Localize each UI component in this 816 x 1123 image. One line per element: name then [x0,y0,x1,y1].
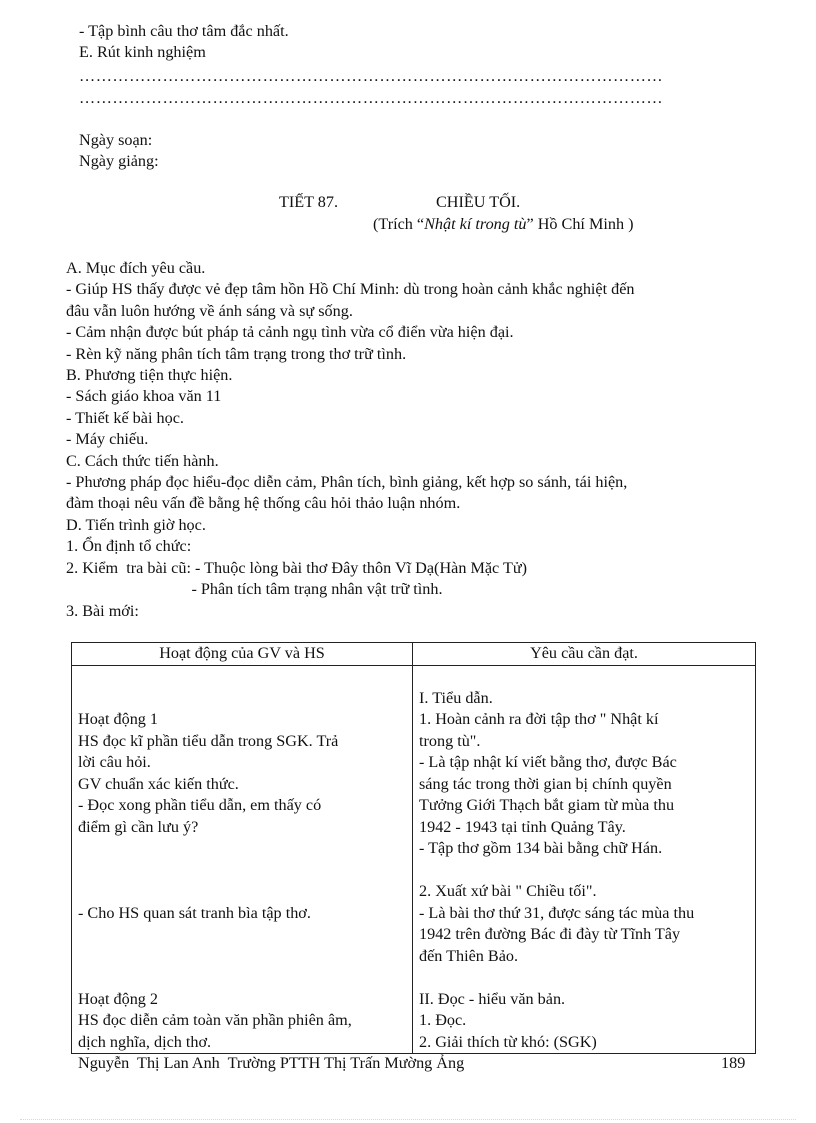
body-line: - Cảm nhận được bút pháp tả cảnh ngụ tình vừa cổ điển vừa hiện đại. [66,323,514,342]
table-cell-line [78,688,406,710]
activities-cell [72,666,413,1054]
table-cell-line: I. Tiểu dẫn. [419,688,493,707]
table-cell-line: 1. Hoàn cảnh ra đời tập thơ " Nhật kí [419,710,659,728]
table-cell-line [419,967,749,989]
table-cell-line: - Là bài thơ thứ 31, được sáng tác mùa thu [419,903,695,922]
table-cell-line [78,967,406,989]
table-cell-line: 1. Đọc. [419,1011,467,1029]
ngay-giang-label: Ngày giảng: [79,152,159,170]
table-cell-line [78,860,406,882]
table-cell-line: Hoạt động 2 [78,989,159,1008]
table-cell-line: Hoạt động 1 [78,710,159,728]
lesson-source [373,215,634,234]
body-line: 2. Kiểm tra bài cũ: - Thuộc lòng bài thơ Đây thôn Vĩ Dạ(Hàn Mặc Tử) [66,558,528,577]
lesson-plan-table [71,642,756,1054]
footer-author: Nguyễn Thị Lan Anh Trường PTTH Thị Trấn Mường Ảng [78,1054,465,1072]
table-cell-line: HS đọc diễn cảm toàn văn phần phiên âm, [78,1011,352,1029]
lesson-title: CHIỀU TỐI. [436,193,521,211]
body-line: - Giúp HS thấy được vẻ đẹp tâm hồn Hồ Chí Minh: dù trong hoàn cảnh khắc nghiệt đến [66,280,635,299]
table-cell-line: II. Đọc - hiểu văn bản. [419,989,566,1008]
page-bottom-border [20,1119,796,1120]
table-cell-line: trong tù". [419,731,481,750]
table-cell-line: - Tập thơ gồm 134 bài bằng chữ Hán. [419,839,663,857]
table-cell-line [419,666,749,688]
source-book-title: Nhật kí trong tù [424,215,527,233]
body-line: 3. Bài mới: [66,601,139,620]
table-row [72,666,756,1054]
lesson-number: TIẾT 87. [279,193,339,211]
table-cell-line [78,946,406,968]
body-line: - Rèn kỹ năng phân tích tâm trạng trong thơ trữ tình. [66,344,407,363]
body-line: C. Cách thức tiến hành. [66,451,219,470]
lesson-body [66,258,756,622]
table-cell-line: điểm gì cần lưu ý? [78,817,199,836]
header-requirements: Yêu cầu cần đạt. [413,643,756,666]
ngay-soan-label: Ngày soạn: [79,131,153,149]
dotted-line-1: …………………………………………………………………………………………… [79,67,664,85]
body-line: - Phương pháp đọc hiểu-đọc diễn cảm, Phân tích, bình giảng, kết hợp so sánh, tái hiện, [66,473,628,492]
heading-rut-kinh-nghiem: E. Rút kinh nghiệm [79,43,206,61]
table-cell-line: 1942 trên đường Bác đi đày từ Tĩnh Tây [419,925,681,943]
table-cell-line: - Cho HS quan sát tranh bìa tập thơ. [78,903,311,922]
body-line: đâu vẫn luôn hướng về ánh sáng và sự sống. [66,301,353,320]
header-activities: Hoạt động của GV và HS [72,643,413,666]
table-cell-line: 2. Giải thích từ khó: (SGK) [419,1032,597,1051]
table-cell-line: 1942 - 1943 tại tỉnh Quảng Tây. [419,817,626,836]
table-cell-line [78,838,406,860]
body-line: đàm thoại nêu vấn đề bằng hệ thống câu hỏi thảo luận nhóm. [66,494,461,513]
table-cell-line [78,881,406,903]
body-line: - Sách giáo khoa văn 11 [66,387,222,406]
body-line: - Máy chiếu. [66,430,149,449]
body-line: - Thiết kế bài học. [66,408,184,427]
table-cell-line: 2. Xuất xứ bài " Chiều tối". [419,882,597,900]
page-number: 189 [721,1054,746,1072]
body-line: - Phân tích tâm trạng nhân vật trữ tình. [66,580,443,599]
table-cell-line: Tưởng Giới Thạch bắt giam từ mùa thu [419,796,675,814]
table-cell-line: đến Thiên Bảo. [419,946,519,965]
table-cell-line: HS đọc kĩ phần tiểu dẫn trong SGK. Trả [78,731,339,750]
body-line: 1. Ổn định tổ chức: [66,537,192,556]
table-header-row [72,643,756,666]
table-cell-line: dịch nghĩa, dịch thơ. [78,1032,212,1051]
body-line: B. Phương tiện thực hiện. [66,366,233,385]
table-cell-line: GV chuẩn xác kiến thức. [78,774,239,793]
requirements-cell [413,666,756,1054]
source-prefix: (Trích “ [373,215,425,233]
source-suffix: ” Hồ Chí Minh ) [526,215,634,233]
table-cell-line [78,924,406,946]
table-cell-line [419,860,749,882]
table-cell-line: lời câu hỏi. [78,753,151,771]
body-line: A. Mục đích yêu cầu. [66,259,206,277]
table-cell-line: - Là tập nhật kí viết bằng thơ, được Bác [419,753,677,771]
table-cell-line: - Đọc xong phần tiểu dẫn, em thấy có [78,796,322,814]
body-line: D. Tiến trình giờ học. [66,515,206,534]
line-tap-binh: - Tập bình câu thơ tâm đắc nhất. [79,22,289,40]
dotted-line-2: …………………………………………………………………………………………… [79,89,664,107]
table-cell-line: sáng tác trong thời gian bị chính quyền [419,774,672,793]
table-cell-line [78,666,406,688]
